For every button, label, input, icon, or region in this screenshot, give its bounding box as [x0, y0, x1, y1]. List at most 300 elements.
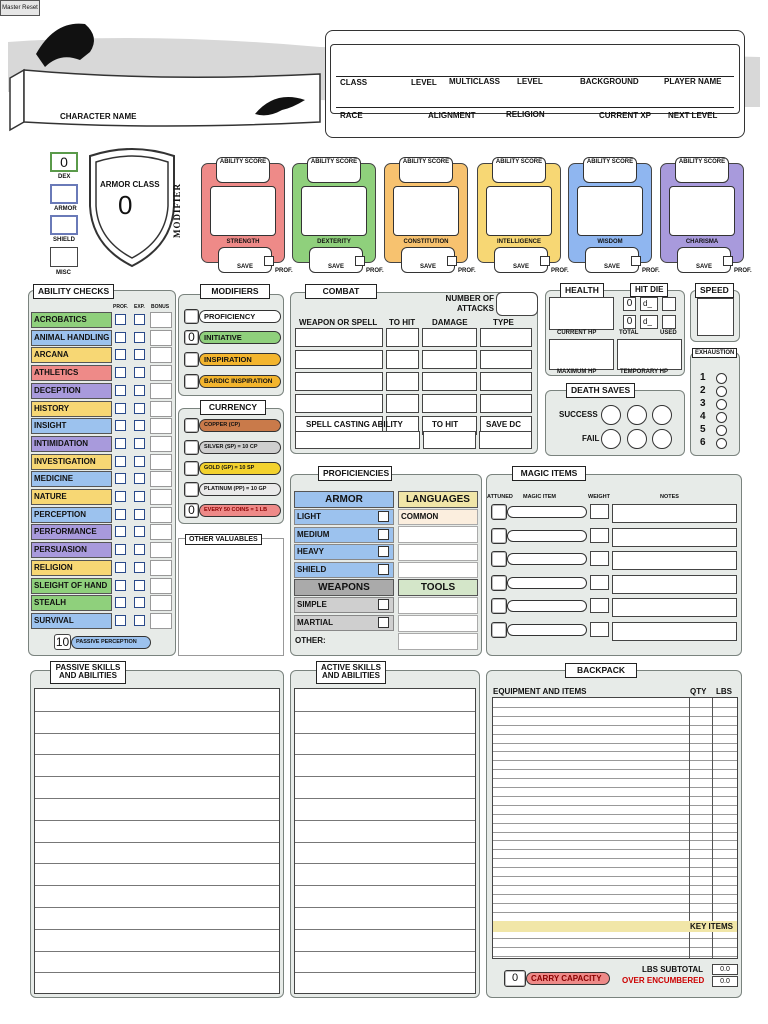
skill-expertise-checkbox[interactable]	[134, 456, 145, 467]
exhaustion-level-circle[interactable]	[716, 399, 727, 410]
magic-item-field[interactable]	[507, 530, 587, 542]
over-encumbered-label: OVER ENCUMBERED	[622, 976, 705, 985]
other-valuables-title: OTHER VALUABLES	[185, 534, 262, 545]
skill-expertise-checkbox[interactable]	[134, 544, 145, 555]
save-proficiency-checkbox[interactable]	[447, 256, 457, 266]
lbs-header: LBS	[716, 687, 732, 696]
ability-modifier-box[interactable]	[577, 186, 643, 236]
armor-prof-checkbox[interactable]	[378, 529, 389, 540]
type-field[interactable]	[480, 350, 532, 369]
ability-score-box[interactable]: ABILITY SCORE	[399, 157, 453, 183]
spell-casting-ability-box[interactable]	[295, 431, 420, 449]
save-proficiency-checkbox[interactable]	[723, 256, 733, 266]
damage-field[interactable]	[422, 328, 477, 347]
skill-expertise-checkbox[interactable]	[134, 420, 145, 431]
magic-weight-field[interactable]	[590, 528, 609, 543]
other-valuables-box[interactable]	[178, 538, 284, 656]
weapon-field[interactable]	[295, 328, 383, 347]
hit-die-type-2[interactable]: d_	[640, 315, 658, 329]
ruled-line	[493, 734, 737, 735]
ability-checks-title: ABILITY CHECKS	[33, 284, 114, 299]
armor-class-label: ARMOR CLASS	[100, 180, 160, 189]
misc-box[interactable]	[50, 247, 78, 267]
magic-item-field[interactable]	[507, 600, 587, 612]
exhaustion-level-circle[interactable]	[716, 386, 727, 397]
lbs-column-divider	[712, 698, 713, 958]
skill-prof-checkbox[interactable]	[115, 349, 126, 360]
skill-acrobatics: ACROBATICS	[31, 312, 112, 328]
skill-survival: SURVIVAL	[31, 613, 112, 629]
initiative-box[interactable]: 0	[184, 330, 199, 345]
skill-expertise-checkbox[interactable]	[134, 580, 145, 591]
exhaustion-level-number: 1	[700, 372, 706, 383]
fail-label: FAIL	[582, 434, 600, 443]
to-hit-field[interactable]	[386, 372, 419, 391]
ruled-line	[493, 814, 737, 815]
magic-item-field[interactable]	[507, 553, 587, 565]
magic-weight-field[interactable]	[590, 598, 609, 613]
weapon-field[interactable]	[295, 372, 383, 391]
skill-expertise-checkbox[interactable]	[134, 509, 145, 520]
skill-prof-checkbox[interactable]	[115, 438, 126, 449]
ability-charisma	[660, 159, 752, 274]
saving-throw-box[interactable]: SAVE	[585, 247, 639, 273]
hit-die-used-1[interactable]	[662, 297, 676, 311]
magic-notes-field[interactable]	[612, 622, 737, 641]
skill-bonus-field[interactable]	[150, 365, 172, 381]
ruled-line	[493, 760, 737, 761]
ruled-line	[35, 929, 279, 930]
save-dc-label: SAVE DC	[486, 420, 521, 429]
inspiration-box[interactable]	[184, 352, 199, 367]
skill-persuasion: PERSUASION	[31, 542, 112, 558]
qty-column-divider	[689, 698, 690, 958]
ruled-line	[493, 956, 737, 957]
initiative-label: INITIATIVE	[199, 331, 281, 344]
skill-prof-checkbox[interactable]	[115, 473, 126, 484]
exhaustion-level-circle[interactable]	[716, 373, 727, 384]
temporary-hp-label: TEMPORARY HP	[620, 369, 669, 375]
skill-prof-checkbox[interactable]	[115, 332, 126, 343]
damage-field[interactable]	[422, 350, 477, 369]
ability-score-box[interactable]: ABILITY SCORE	[675, 157, 729, 183]
ability-strength	[201, 159, 293, 274]
ruled-line	[493, 867, 737, 868]
passive-skills-area[interactable]	[34, 688, 280, 994]
magic-weight-field[interactable]	[590, 504, 609, 519]
ability-name-label: STRENGTH	[226, 239, 260, 245]
level-label: LEVEL	[411, 78, 437, 87]
passive-perception-label: PASSIVE PERCEPTION	[71, 636, 151, 649]
ruled-line	[295, 754, 475, 755]
armor-prof-checkbox[interactable]	[378, 564, 389, 575]
skill-insight: INSIGHT	[31, 418, 112, 434]
language-field-2[interactable]	[398, 526, 478, 543]
ruled-line	[35, 711, 279, 712]
skill-investigation: INVESTIGATION	[31, 454, 112, 470]
magic-item-field[interactable]	[507, 624, 587, 636]
skill-expertise-checkbox[interactable]	[134, 597, 145, 608]
armor-class-value[interactable]: 0	[118, 190, 133, 220]
language-common[interactable]: COMMON	[398, 509, 478, 525]
ruled-line	[493, 947, 737, 948]
skill-sleight-of-hand: SLEIGHT OF HAND	[31, 578, 112, 594]
ruled-line	[493, 778, 737, 779]
armor-prof-light: LIGHT	[294, 509, 394, 525]
dex-box[interactable]: 0	[50, 152, 78, 172]
spell-to-hit-label: TO HIT	[432, 420, 459, 429]
skill-bonus-field[interactable]	[150, 489, 172, 505]
spell-to-hit-box[interactable]	[423, 431, 476, 449]
language-field-4[interactable]	[398, 562, 478, 578]
attuned-checkbox[interactable]	[491, 551, 507, 567]
ruled-line	[493, 912, 737, 913]
skill-bonus-field[interactable]	[150, 595, 172, 611]
attuned-checkbox[interactable]	[491, 575, 507, 591]
skill-animal-handling: ANIMAL HANDLING	[31, 330, 112, 346]
skill-expertise-checkbox[interactable]	[134, 526, 145, 537]
magic-item-field[interactable]	[507, 506, 587, 518]
attuned-checkbox[interactable]	[491, 622, 507, 638]
magic-weight-field[interactable]	[590, 551, 609, 566]
multiclass-level-label: LEVEL	[517, 77, 543, 86]
platinum-box[interactable]	[184, 482, 199, 497]
coins-weight-box[interactable]: 0	[184, 503, 199, 518]
ability-modifier-box[interactable]	[669, 186, 735, 236]
player-name-label: PLAYER NAME	[664, 77, 722, 86]
tools-field-1[interactable]	[398, 597, 478, 614]
ruled-line	[35, 754, 279, 755]
hit-die-count-2[interactable]: 0	[623, 315, 636, 329]
passive-perception-value[interactable]: 10	[55, 635, 70, 649]
fail-circle-1[interactable]	[601, 429, 621, 449]
prof-label: PROF.	[734, 268, 752, 274]
weapon-prof-checkbox[interactable]	[378, 599, 389, 610]
col-exp-label: EXP.	[134, 304, 145, 310]
to-hit-field[interactable]	[386, 394, 419, 413]
save-dc-box[interactable]	[479, 431, 532, 449]
save-proficiency-checkbox[interactable]	[264, 256, 274, 266]
success-label: SUCCESS	[559, 410, 598, 419]
tools-field-2[interactable]	[398, 615, 478, 632]
ability-name-label: DEXTERITY	[317, 239, 351, 245]
alignment-label: ALIGNMENT	[428, 111, 476, 120]
skill-prof-checkbox[interactable]	[115, 615, 126, 626]
shield-box[interactable]	[50, 215, 78, 235]
magic-notes-field[interactable]	[612, 528, 737, 547]
active-skills-title: ACTIVE SKILLS AND ABILITIES	[316, 661, 386, 684]
qty-header: QTY	[690, 687, 707, 696]
skill-bonus-field[interactable]	[150, 383, 172, 399]
passive-skills-title: PASSIVE SKILLS AND ABILITIES	[50, 661, 126, 684]
saving-throw-box[interactable]: SAVE	[401, 247, 455, 273]
ability-wisdom	[568, 159, 660, 274]
skill-prof-checkbox[interactable]	[115, 562, 126, 573]
skill-bonus-field[interactable]	[150, 347, 172, 363]
armor-prof-shield: SHIELD	[294, 562, 394, 578]
skill-bonus-field[interactable]	[150, 330, 172, 346]
skill-arcana: ARCANA	[31, 347, 112, 363]
success-circle-2[interactable]	[627, 405, 647, 425]
skill-prof-checkbox[interactable]	[115, 403, 126, 414]
ability-name-label: CONSTITUTION	[403, 239, 449, 245]
ruled-line	[295, 798, 475, 799]
class-label: CLASS	[340, 78, 368, 87]
ability-score-box[interactable]: ABILITY SCORE	[583, 157, 637, 183]
hit-die-used-label: USED	[660, 330, 677, 336]
skill-prof-checkbox[interactable]	[115, 509, 126, 520]
skill-nature: NATURE	[31, 489, 112, 505]
attuned-header: ATTUNED	[487, 494, 513, 500]
skill-performance: PERFORMANCE	[31, 524, 112, 540]
bardic-inspiration-label: BARDIC INSPIRATION	[199, 375, 281, 388]
skill-prof-checkbox[interactable]	[115, 544, 126, 555]
multiclass-label: MULTICLASS	[449, 77, 500, 86]
fail-circle-3[interactable]	[652, 429, 672, 449]
skill-prof-checkbox[interactable]	[115, 385, 126, 396]
other-field[interactable]	[398, 633, 478, 650]
armor-prof-checkbox[interactable]	[378, 546, 389, 557]
skill-athletics: ATHLETICS	[31, 365, 112, 381]
type-field[interactable]	[480, 394, 532, 413]
exhaustion-level-number: 2	[700, 385, 706, 396]
speed-box[interactable]	[697, 298, 734, 336]
proficiency-box[interactable]	[184, 309, 199, 324]
currency-title: CURRENCY	[200, 400, 266, 415]
hit-die-total-label: TOTAL	[619, 330, 639, 336]
skill-religion: RELIGION	[31, 560, 112, 576]
skill-bonus-field[interactable]	[150, 312, 172, 328]
maximum-hp-box[interactable]	[549, 339, 614, 370]
save-proficiency-checkbox[interactable]	[631, 256, 641, 266]
skill-prof-checkbox[interactable]	[115, 314, 126, 325]
ruled-line	[35, 776, 279, 777]
current-hp-box[interactable]	[549, 297, 614, 330]
tools-header: TOOLS	[398, 579, 478, 596]
skill-prof-checkbox[interactable]	[115, 491, 126, 502]
armor-prof-checkbox[interactable]	[378, 511, 389, 522]
saving-throw-box[interactable]: SAVE	[494, 247, 548, 273]
number-of-attacks-box[interactable]	[496, 292, 538, 316]
number-of-attacks-label: NUMBER OF ATTACKS	[445, 294, 494, 313]
skill-expertise-checkbox[interactable]	[134, 385, 145, 396]
magic-weight-field[interactable]	[590, 575, 609, 590]
ruled-line	[35, 820, 279, 821]
damage-field[interactable]	[422, 394, 477, 413]
skill-bonus-field[interactable]	[150, 578, 172, 594]
armor-box[interactable]	[50, 184, 78, 204]
ruled-line	[493, 787, 737, 788]
skill-bonus-field[interactable]	[150, 560, 172, 576]
skill-prof-checkbox[interactable]	[115, 367, 126, 378]
damage-field[interactable]	[422, 372, 477, 391]
carry-capacity-value[interactable]: 0	[504, 970, 526, 987]
current-hp-label: CURRENT HP	[557, 330, 597, 336]
magic-notes-field[interactable]	[612, 551, 737, 570]
ability-modifier-box[interactable]	[301, 186, 367, 236]
saving-throw-box[interactable]: SAVE	[309, 247, 363, 273]
gold-label: GOLD (GP) = 10 SP	[199, 462, 281, 475]
skill-bonus-field[interactable]	[150, 436, 172, 452]
ruled-line	[493, 938, 737, 939]
skill-expertise-checkbox[interactable]	[134, 367, 145, 378]
ruled-line	[35, 798, 279, 799]
ability-modifier-box[interactable]	[393, 186, 459, 236]
skill-bonus-field[interactable]	[150, 418, 172, 434]
success-circle-1[interactable]	[601, 405, 621, 425]
ruled-line	[295, 776, 475, 777]
prof-label: PROF.	[458, 268, 476, 274]
magic-notes-field[interactable]	[612, 598, 737, 617]
exhaustion-level-circle[interactable]	[716, 412, 727, 423]
hit-die-type-1[interactable]: d_	[640, 297, 658, 311]
ability-modifier-box[interactable]	[210, 186, 276, 236]
ruled-line	[493, 840, 737, 841]
skill-history: HISTORY	[31, 401, 112, 417]
ruled-line	[295, 885, 475, 886]
ruled-line	[493, 716, 737, 717]
other-label: OTHER:	[295, 636, 326, 645]
hit-die-used-2[interactable]	[662, 315, 676, 329]
weapon-prof-simple: SIMPLE	[294, 597, 394, 613]
skill-bonus-field[interactable]	[150, 524, 172, 540]
skill-expertise-checkbox[interactable]	[134, 403, 145, 414]
skill-medicine: MEDICINE	[31, 471, 112, 487]
ability-name-label: WISDOM	[597, 239, 623, 245]
notes-header: NOTES	[660, 494, 679, 500]
weapon-field[interactable]	[295, 394, 383, 413]
magic-weight-field[interactable]	[590, 622, 609, 637]
skill-prof-checkbox[interactable]	[115, 420, 126, 431]
exhaustion-level-number: 4	[700, 411, 706, 422]
skill-expertise-checkbox[interactable]	[134, 491, 145, 502]
to-hit-field[interactable]	[386, 350, 419, 369]
skill-bonus-field[interactable]	[150, 401, 172, 417]
copper-box[interactable]	[184, 418, 199, 433]
weapon-field[interactable]	[295, 350, 383, 369]
skill-prof-checkbox[interactable]	[115, 456, 126, 467]
exhaustion-level-circle[interactable]	[716, 425, 727, 436]
fail-circle-2[interactable]	[627, 429, 647, 449]
attuned-checkbox[interactable]	[491, 598, 507, 614]
magic-item-field[interactable]	[507, 577, 587, 589]
spell-casting-ability-label: SPELL CASTING ABILITY	[306, 420, 403, 429]
magic-item-header: MAGIC ITEM	[523, 494, 556, 500]
skill-expertise-checkbox[interactable]	[134, 562, 145, 573]
gold-box[interactable]	[184, 461, 199, 476]
languages-header: LANGUAGES	[398, 491, 478, 508]
weapons-header: WEAPONS	[294, 579, 394, 596]
ability-score-box[interactable]: ABILITY SCORE	[216, 157, 270, 183]
ruled-line	[35, 863, 279, 864]
copper-label: COPPER (CP)	[199, 419, 281, 432]
maximum-hp-label: MAXIMUM HP	[557, 369, 597, 375]
ruled-line	[493, 823, 737, 824]
inspiration-label: INSPIRATION	[199, 353, 281, 366]
carry-capacity-label: CARRY CAPACITY	[526, 972, 610, 985]
ruled-line	[493, 751, 737, 752]
to-hit-field[interactable]	[386, 328, 419, 347]
dex-label: DEX	[58, 174, 71, 180]
save-proficiency-checkbox[interactable]	[355, 256, 365, 266]
weapon-prof-checkbox[interactable]	[378, 617, 389, 628]
saving-throw-box[interactable]: SAVE	[218, 247, 272, 273]
language-field-3[interactable]	[398, 544, 478, 561]
skill-expertise-checkbox[interactable]	[134, 332, 145, 343]
magic-notes-field[interactable]	[612, 575, 737, 594]
religion-label: RELIGION	[506, 110, 545, 119]
success-circle-3[interactable]	[652, 405, 672, 425]
exhaustion-level-circle[interactable]	[716, 438, 727, 449]
ability-name-label: INTELLIGENCE	[496, 239, 541, 245]
temporary-hp-box[interactable]	[617, 339, 682, 370]
ruled-line	[493, 805, 737, 806]
skill-bonus-field[interactable]	[150, 471, 172, 487]
ruled-line	[35, 885, 279, 886]
over-encumbered-value[interactable]: 0.0	[712, 976, 738, 987]
ability-score-box[interactable]: ABILITY SCORE	[307, 157, 361, 183]
death-saves-title: DEATH SAVES	[566, 383, 635, 398]
character-name-label: CHARACTER NAME	[60, 112, 137, 121]
skill-prof-checkbox[interactable]	[115, 526, 126, 537]
damage-header: DAMAGE	[432, 318, 468, 327]
weapon-prof-martial: MARTIAL	[294, 615, 394, 631]
skill-expertise-checkbox[interactable]	[134, 314, 145, 325]
skill-expertise-checkbox[interactable]	[134, 473, 145, 484]
exhaustion-panel	[690, 352, 740, 456]
ruled-line	[295, 842, 475, 843]
skill-expertise-checkbox[interactable]	[134, 349, 145, 360]
ability-intelligence	[477, 159, 569, 274]
active-skills-area[interactable]	[294, 688, 476, 994]
skill-expertise-checkbox[interactable]	[134, 615, 145, 626]
col-prof-label: PROF.	[113, 304, 128, 310]
weight-header: WEIGHT	[588, 494, 610, 500]
saving-throw-box[interactable]: SAVE	[677, 247, 731, 273]
type-field[interactable]	[480, 328, 532, 347]
lbs-subtotal-value[interactable]: 0.0	[712, 964, 738, 975]
skill-perception: PERCEPTION	[31, 507, 112, 523]
skill-bonus-field[interactable]	[150, 542, 172, 558]
attuned-checkbox[interactable]	[491, 504, 507, 520]
skill-bonus-field[interactable]	[150, 507, 172, 523]
skill-expertise-checkbox[interactable]	[134, 438, 145, 449]
skill-prof-checkbox[interactable]	[115, 580, 126, 591]
magic-notes-field[interactable]	[612, 504, 737, 523]
equipment-list[interactable]	[492, 697, 738, 959]
save-proficiency-checkbox[interactable]	[540, 256, 550, 266]
ability-score-box[interactable]: ABILITY SCORE	[492, 157, 546, 183]
silver-box[interactable]	[184, 440, 199, 455]
race-label: RACE	[340, 111, 363, 120]
hit-die-count-1[interactable]: 0	[623, 297, 636, 311]
exhaustion-title: EXHAUSTION	[692, 348, 737, 358]
bardic-inspiration-box[interactable]	[184, 374, 199, 389]
ruled-line	[295, 907, 475, 908]
skill-bonus-field[interactable]	[150, 454, 172, 470]
master-reset-button[interactable]: Master Reset	[0, 0, 40, 16]
skill-bonus-field[interactable]	[150, 613, 172, 629]
type-field[interactable]	[480, 372, 532, 391]
attuned-checkbox[interactable]	[491, 528, 507, 544]
ruled-line	[493, 849, 737, 850]
skill-deception: DECEPTION	[31, 383, 112, 399]
ability-modifier-box[interactable]	[486, 186, 552, 236]
exhaustion-level-number: 6	[700, 437, 706, 448]
skill-prof-checkbox[interactable]	[115, 597, 126, 608]
platinum-label: PLATINUM (PP) = 10 GP	[199, 483, 281, 496]
current-xp-label: CURRENT XP	[599, 111, 652, 120]
